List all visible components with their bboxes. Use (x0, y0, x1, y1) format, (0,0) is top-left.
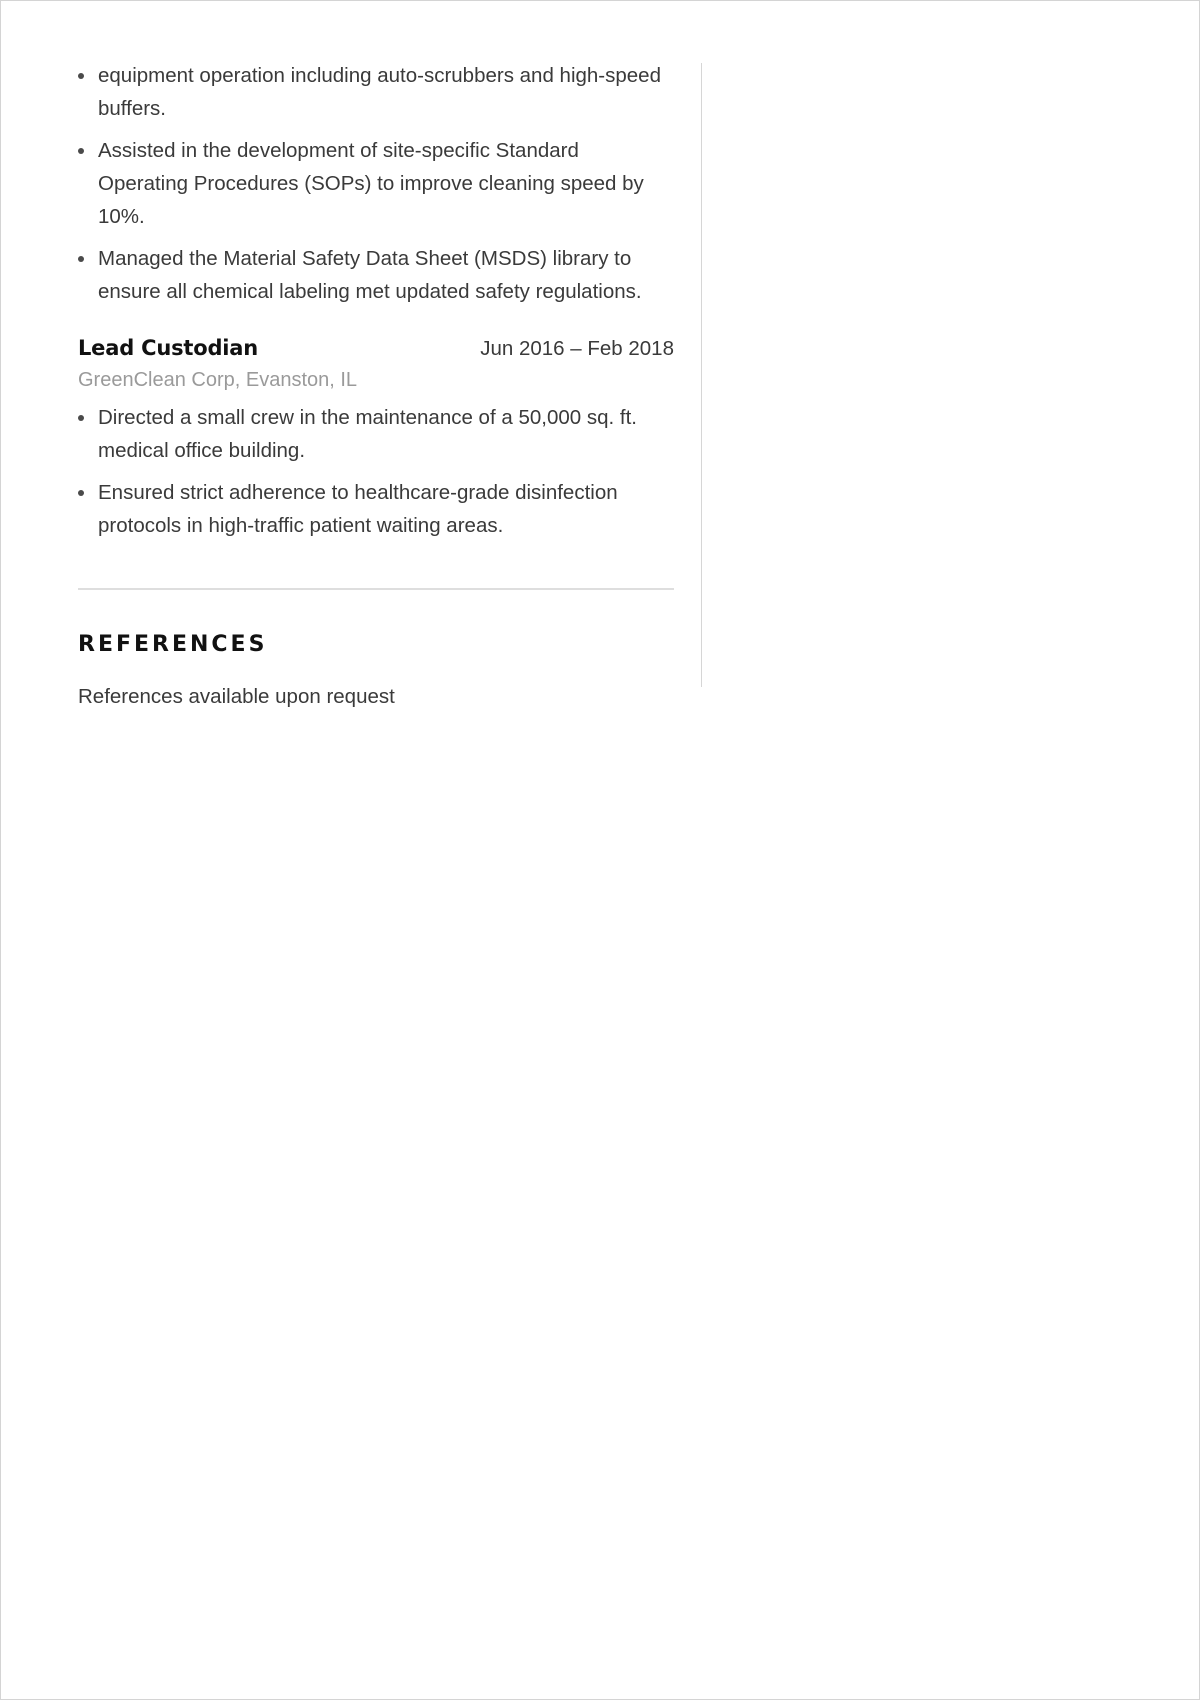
list-item (78, 59, 674, 125)
job-company: GreenClean Corp, Evanston, IL (78, 369, 358, 391)
list-item (78, 242, 674, 308)
bullet-text: Managed the Material Safety Data Sheet (MSDS) library to ensure all chemical labeling met updated safety regulations. (98, 247, 642, 303)
job-header (78, 336, 674, 361)
main-column (78, 59, 674, 709)
list-item (78, 134, 674, 233)
bullet-icon (78, 256, 84, 262)
column-divider (701, 63, 702, 687)
bullet-text: Assisted in the development of site-specific Standard Operating Procedures (SOPs) to improve cleaning speed by 10%. (98, 139, 644, 228)
references-heading: REFERENCES (78, 632, 268, 657)
job-bullet-list (78, 401, 674, 542)
section-divider (78, 588, 674, 590)
list-item (78, 401, 674, 467)
bullet-text: Ensured strict adherence to healthcare-grade disinfection protocols in high-traffic patient waiting areas. (98, 481, 618, 537)
bullet-icon (78, 415, 84, 421)
bullet-text: Directed a small crew in the maintenance of a 50,000 sq. ft. medical office building. (98, 406, 637, 462)
job-dates: Jun 2016 – Feb 2018 (480, 337, 674, 360)
references-text: References available upon request (78, 685, 395, 708)
bullet-icon (78, 490, 84, 496)
continued-bullet-list (78, 59, 674, 308)
bullet-icon (78, 148, 84, 154)
bullet-text: equipment operation including auto-scrubbers and high-speed buffers. (98, 64, 661, 120)
job-title: Lead Custodian (78, 336, 259, 360)
list-item (78, 476, 674, 542)
bullet-icon (78, 73, 84, 79)
